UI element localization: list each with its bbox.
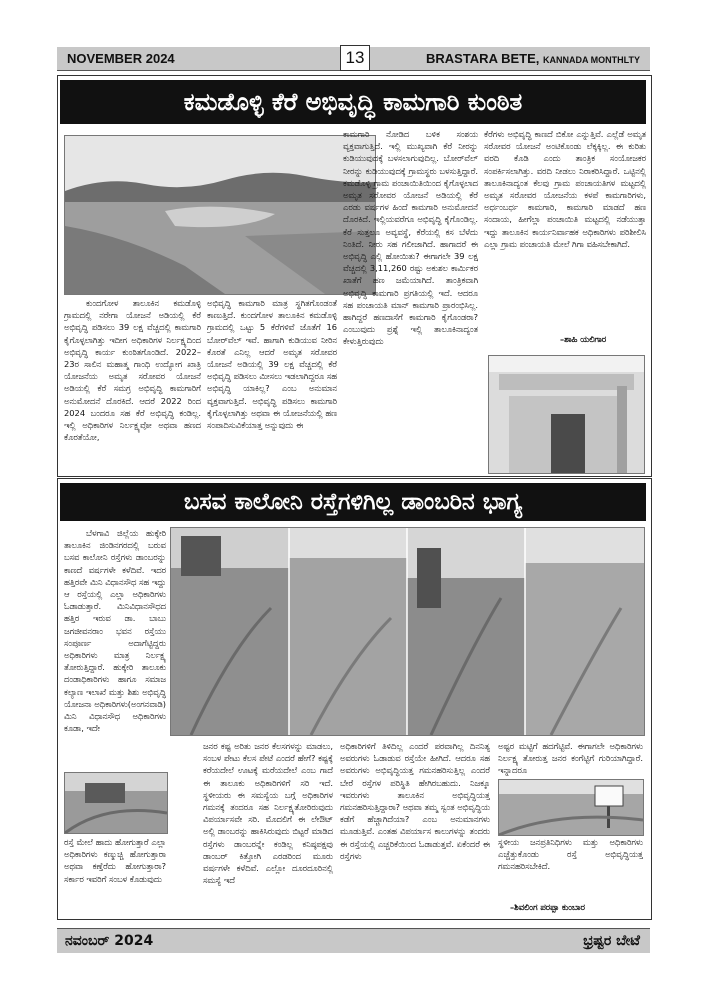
- lake-photo: [64, 135, 376, 295]
- road-sign-photo-image: [499, 780, 643, 835]
- article-kere-column-1: ಕುಂದಗೋಳ ತಾಲೂಕಿನ ಕಮಡೊಳ್ಳಿ ಗ್ರಾಮದಲ್ಲಿ ನರೇಗಾ ಯೋಜನೆ ಅಡಿಯಲ್ಲಿ ಕೆರೆ ಅಭಿವೃದ್ಧಿ ಪಡಿಸಲು 39 ಲಕ್ಷ ವೆಚ್ಚದಲ್ಲಿ ಕಾಮಗಾರಿ ಕೈಗೊಳ್ಳಲಾಗಿತ್ತು ಇದೀಗ ಅಧಿಕಾರಿಗಳ ನಿರ್ಲಕ್ಷ್ಯದಿಂದ ಅಭಿವೃದ್ಧಿ ಕಾರ್ಯ ಕುಂಠಿತಗೊಂಡಿದೆ. 2022–23ರ ಸಾಲಿನ ಮಹಾತ್ಮ ಗಾಂಧಿ ಉದ್ಯೋಗ ಖಾತ್ರಿ ಯೋಜನೆಯ ಅಮೃತ ಸರೋವರ ಯೋಜನೆ ಅಡಿಯಲ್ಲಿ ಕೆರೆ ಸಮಗ್ರ ಅಭಿವೃದ್ಧಿ ಕಾಮಗಾರಿಗೆ ಅನುಮೋದನೆ ದೊರಕಿದೆ. ಆದರೆ 2022 ರಿಂದ 2024 ಬಂದರೂ ಸಹ ಕೆರೆ ಅಭಿವೃದ್ಧಿ ಕಂಡಿಲ್ಲ. ಇಲ್ಲಿ ಅಧಿಕಾರಿಗಳ ನಿರ್ಲಕ್ಷ್ಯವೋ ಅಥವಾ ಹಣದ ಕೊರತೆಯೋ,: [64, 298, 201, 443]
- article-road-column-3: ಅಧಿಕಾರಿಗಳಿಗೆ ತಿಳಿದಿಲ್ಲ ಎಂದರೆ ಪರವಾಗಿಲ್ಲ ದಿನನಿತ್ಯ ಅವರುಗಳು ಓಡಾಡುವ ರಸ್ತೆಯೇ ಹೀಗಿದೆ. ಆದರೂ ಸಹ ಅವರುಗಳು ಅಭಿವೃದ್ಧಿಯತ್ತ ಗಮನಹರಿಸುತ್ತಿಲ್ಲ ಎಂದರೆ ಬೇರೆ ರಸ್ತೆಗಳ ಪರಿಸ್ಥಿತಿ ಹೇಗಿರಬಹುದು. ನಿಜಕ್ಕೂ ಇವರುಗಳು ತಾಲೂಕಿನ ಅಭಿವೃದ್ಧಿಯತ್ತ ಗಮನಹರಿಸುತ್ತಿದ್ದಾರಾ? ಅಥವಾ ತಮ್ಮ ಸ್ವಂತ ಅಭಿವೃದ್ಧಿಯ ಕಡೆಗೆ ಹೆಚ್ಚಾಗಿದೆಯಾ? ಎಂಬ ಅನುಮಾನಗಳು ಮೂಡುತ್ತಿವೆ. ಎಂತಹ ವಿಪರ್ಯಾಸ ಕಾಲುಗಳನ್ನು ತಂದರು ಈ ರಸ್ತೆಯಲ್ಲಿ ಎಚ್ಚರಿಕೆಯಿಂದ ಓಡಾಡುತ್ತವೆ. ಏಕೆಂದರೆ ಈ ರಸ್ತೆಗಳು: [340, 741, 490, 861]
- road-sign-photo: [498, 779, 644, 836]
- article-road-column-1: ಬೆಳಗಾವಿ ಜಿಲ್ಲೆಯ ಹುಕ್ಕೇರಿ ತಾಲೂಕಿನ ಜಿಂಡಿನಗರದಲ್ಲಿ ಬರುವ ಬಸವ ಕಾಲೋನಿ ರಸ್ತೆಗಳು ಡಾಂಬರನ್ನು ಕಾಣದೆ ವರ್ಷಗಳೇ ಕಳೆದಿವೆ. ಇದರ ಹತ್ತಿರವೇ ಮಿನಿ ವಿಧಾನಸೌಧ ಸಹ ಇದ್ದು ಆ ರಸ್ತೆಯಲ್ಲಿ ಎಲ್ಲಾ ಅಧಿಕಾರಿಗಳು ಓಡಾಡುತ್ತಾರೆ. ಮಿನಿವಿಧಾನಸೌಧದ ಹತ್ತಿರ ಇರುವ ಡಾ. ಬಾಬು ಜಗಜೀವನರಾಂ ಭವನ ರಸ್ತೆಯು ಸಂಪೂರ್ಣ ಅದಾಗೆಟ್ಟಿದ್ದರು ಅಧಿಕಾರಿಗಳು ಮಾತ್ರ ನಿರ್ಲಕ್ಷ್ಯ ತೋರುತ್ತಿದ್ದಾರೆ. ಹುಕ್ಕೇರಿ ತಾಲೂಕು ದಂಡಾಧಿಕಾರಿಗಳು ಹಾಗೂ ಸಮಾಜ ಕಲ್ಯಾಣ ಇಲಾಖೆ ಮತ್ತು ಶಿಶು ಅಭಿವೃದ್ಧಿ ಯೋಜನಾ ಅಧಿಕಾರಿಗಳು(ಅಂಗನವಾಡಿ) ಮಿನಿ ವಿಧಾನಸೌಧ ಅಧಿಕಾರಿಗಳು ಕೂಡಾ, ಇದೇ: [64, 528, 166, 734]
- article-road-column-2: ಜನರ ಕಷ್ಟ ಅರಿತು ಜನರ ಕೆಲಸಗಳನ್ನು ಮಾಡಲು, ಸಂಬಳ ಪೇಟು ಕೆಲಸ ಪೇಟೆ ಎಂದರೆ ಹೇಗೆ? ಕಷ್ಟಕ್ಕೆ ಕರೆಯದೇಲೆ ಊಟಕ್ಕೆ ಮರೆಯದೇಲೆ ಎಂಬ ಗಾದೆ ಈ ತಾಲೂಕು ಅಧಿಕಾರಿಗಳಿಗೆ ಸರಿ ಇದೆ. ಸ್ಥಳೀಯರು ಈ ಸಮಸ್ಯೆಯ ಬಗ್ಗೆ ಅಧಿಕಾರಿಗಳ ಗಮನಕ್ಕೆ ತಂದರೂ ಸಹ ನಿರ್ಲಕ್ಷ್ಯತೋರಿರುವುದು ವಿಪರ್ಯಾಸವೇ ಸರಿ. ಮೊದಲಿಗೆ ಈ ಲೇಔಟ್ ಅಲ್ಲಿ ಡಾಂಬರನ್ನು ಹಾಕಿಸಿರುವುದು ಬಿಟ್ಟರೆ ಮಾಡಿದ ರಸ್ತೆಗಳು ಡಾಂಬರನ್ನೇ ಕಂಡಿಲ್ಲ ಕನಿಷ್ಠಪಕ್ಷವು ಡಾಂಬರ್ ಕಿತ್ತೋಗಿ ಎರಡರಿಂದ ಮೂರು ವರ್ಷಗಳೇ ಕಳೆದಿವೆ. ಎಲ್ಲೋ ದೂರದೂರಿನಲ್ಲಿ ಸಮಸ್ಯೆ ಇದೆ: [203, 741, 333, 886]
- road-photo-image: [171, 528, 644, 735]
- panchayat-building-photo: [488, 355, 645, 474]
- lake-photo-image: [65, 136, 375, 294]
- road-photo-left: [64, 772, 168, 834]
- issue-date: NOVEMBER 2024: [67, 51, 175, 66]
- road-photo-strip: [170, 527, 645, 736]
- page-footer: [57, 928, 650, 953]
- footer-publication: ಭ್ರಷ್ಟರ ಬೇಟೆ: [583, 933, 640, 949]
- article-kere-headline: ಕಮಡೊಳ್ಳಿ ಕೆರೆ ಅಭಿವೃದ್ಧಿ ಕಾಮಗಾರಿ ಕುಂಠಿತ: [60, 80, 646, 124]
- brand-name: BRASTARA BETE,: [425, 51, 540, 66]
- page-number: 13: [340, 45, 370, 71]
- publication-name: [426, 51, 640, 66]
- article-kere-column-2: ಅಭಿವೃದ್ಧಿ ಕಾಮಗಾರಿ ಮಾತ್ರ ಸ್ಥಗಿತಗೊಂಡಂತೆ ಕಾಣುತ್ತಿದೆ. ಕುಂದಗೋಳ ತಾಲೂಕಿನ ಕಮಡೊಳ್ಳಿ ಗ್ರಾಮದಲ್ಲಿ ಒಟ್ಟು 5 ಕೆರೆಗಳಿವೆ ಜೊತೆಗೆ 16 ಬೋರ್‌ವೆಲ್ ಇವೆ. ಹಾಗಾಗಿ ಕುಡಿಯುವ ನೀರಿನ ಕೊರತೆ ಎನಿಲ್ಲ ಆದರೆ ಅಮೃತ ಸರೋವರ ಯೋಜನೆ ಅಡಿಯಲ್ಲಿ 39 ಲಕ್ಷ ವೆಚ್ಚದಲ್ಲಿ ಕೆರೆ ಅಭಿವೃದ್ಧಿ ಪಡಿಸಲು ಮೀಸಲು ಇಡಲಾಗಿದ್ದರೂ ಸಹ ಅಭಿವೃದ್ಧಿ ಯಾಕಿಲ್ಲ? ಎಂಬ ಅನುಮಾನ ವ್ಯಕ್ತವಾಗುತ್ತಿದೆ. ಅಭಿವೃದ್ಧಿ ಪಡಿಸಲು ಕಾಮಗಾರಿ ಕೈಗೊಳ್ಳಲಾಗಿತ್ತು ಅಥವಾ ಈ ಯೋಜನೆಯಲ್ಲಿ ಹಣ ಸಂಪಾದಿಸುವಿಕೆಯಾತ್ತ ಅನ್ನುವುದು ಈ: [207, 298, 337, 431]
- footer-date: ನವಂಬರ್ 2024: [65, 933, 154, 949]
- article-road-column-1-end: ರಸ್ತೆ ಮೇಲೆ ಹಾದು ಹೋಗುತ್ತಾರೆ ಎಲ್ಲಾ ಅಧಿಕಾರಿಗಳು ಕಣ್ಮುಚ್ಚಿ ಹೋಗುತ್ತಾರಾ ಅಥವಾ ಕಣ್ತೆರೆದು ಹೋಗುತ್ತಾರಾ? ಸರ್ಕಾರ ಇವರಿಗೆ ಸಂಬಳ ಕೊಡುವುದು: [64, 837, 166, 884]
- article-kere-byline: –ಶಾಹಿ ಯಲಿಗಾರ: [560, 334, 607, 344]
- article-kere-column-4: ಕೆರೆಗಳು ಅಭಿವೃದ್ಧಿ ಕಾಣದೆ ಬಿಕೋ ಎನ್ನುತ್ತಿವೆ. ಎಲ್ಲೆಡೆ ಅಮೃತ ಸರೋವರ ಯೋಜನೆ ಅಂಟಿಕೊಂಡು ಲೆಕ್ಕಕ್ಕಿಲ್ಲ. ಈ ಕುರಿತು ವರದಿ ಕೊಡಿ ಎಂದು ತಾಂತ್ರಿಕ ಸಂಯೋಜಕರ ಸಂಪರ್ಕಿಸಲಾಗಿತ್ತು. ವರದಿ ನೀಡಲು ನಿರಾಕರಿಸಿದ್ದಾರೆ. ಒಟ್ಟಿನಲ್ಲಿ ತಾಲೂಕಿನಾದ್ಯಂತ ಕೆಲವು ಗ್ರಾಮ ಪಂಚಾಯತಿಗಳ ಮಟ್ಟದಲ್ಲಿ ಅಮೃತ ಸರೋವರ ಯೋಜನೆಯ ಕಳಪೆ ಕಾಮಗಾರಿಗಳು, ಅರ್ಧಂಬರ್ಧ ಕಾಮಗಾರಿ, ಕಾಮಗಾರಿ ಮಾಡದೆ ಹಣ ಸಂದಾಯ, ಹೀಗೆಲ್ಲಾ ಪಂಚಾಯಿತಿ ಮಟ್ಟದಲ್ಲಿ ನಡೆಯುತ್ತಾ ಇದ್ದು ತಾಲೂಕಿನ ಕಾರ್ಯನಿರ್ವಾಹಕ ಅಧಿಕಾರಿಗಳು ಪರಿಶೀಲಿಸಿ ಎಲ್ಲಾ ಗ್ರಾಮ ಪಂಚಾಯತಿ ಮೇಲೆ ಗಿಗಾ ವಹಿಸಬೇಕಾಗಿದೆ.: [484, 129, 646, 249]
- article-road-column-4-end: ಸ್ಥಳೀಯ ಜನಪ್ರತಿನಿಧಿಗಳು ಮತ್ತು ಅಧಿಕಾರಿಗಳು ಎಚ್ಚೆತ್ತುಕೊಂಡು ರಸ್ತೆ ಅಭಿವೃದ್ಧಿಯತ್ತ ಗಮನಹರಿಸಬೇಕಿದೆ.: [498, 837, 643, 872]
- building-photo-image: [489, 356, 644, 473]
- page-header: [57, 47, 650, 71]
- article-road-headline: ಬಸವ ಕಾಲೋನಿ ರಸ್ತೆಗಳಿಗಿಲ್ಲ ಡಾಂಬರಿನ ಭಾಗ್ಯ: [60, 483, 646, 521]
- article-road-column-4: ಅಷ್ಟರ ಮಟ್ಟಿಗೆ ಹದಗೆಟ್ಟಿವೆ. ಈಗಾಗಲೇ ಅಧಿಕಾರಿಗಳು ನಿರ್ಲಕ್ಷ್ಯ ತೋರುತ್ತ ಜನರ ಕಂಗೆಟ್ಟಿಗೆ ಗುರಿಯಾಗಿದ್ದಾರೆ. ಇನ್ನಾದರೂ: [498, 741, 643, 776]
- road-photo-left-image: [65, 773, 167, 833]
- brand-subtitle: KANNADA MONTHLTY: [543, 55, 640, 65]
- article-kere-column-3: ಕಾಮಗಾರಿ ನೋಡಿದ ಬಳಿಕ ಸಂಶಯ ವ್ಯಕ್ತವಾಗುತ್ತಿದೆ. ಇಲ್ಲಿ ಮುಖ್ಯವಾಗಿ ಕೆರೆ ನೀರನ್ನು ಕುಡಿಯುವುದಕ್ಕೆ ಬಳಸಲಾಗುವುದಿಲ್ಲ. ಬೋರ್‌ವೆಲ್ ನೀರನ್ನು ಕುಡಿಯುವುದಕ್ಕೆ ಗ್ರಾಮಸ್ಥರು ಬಳಸುತ್ತಿದ್ದಾರೆ. ಕಮಡೊಳ್ಳಿ ಗ್ರಾಮ ಪಂಚಾಯಿತಿಯಿಂದ ಕೈಗೊಳ್ಳಲಾದ ಅಮೃತ ಸರೋವರ ಯೋಜನೆ ಅಡಿಯಲ್ಲಿ ಕೆರೆ ಎರಡು ವರ್ಷಗಳ ಹಿಂದೆ ಕಾಮಗಾರಿ ಅನುಮೋದನೆ ದೊರಕಿದೆ. ಇಲ್ಲಿಯವರೆಗೂ ಅಭಿವೃದ್ಧಿ ಕೈಗೊಂಡಿಲ್ಲ. ಕೆರೆ ಸುತ್ತಲೂ ಅವ್ಯವಸ್ಥೆ, ಕೆರೆಯಲ್ಲಿ ಕಸ ಬೆಳೆದು ನಿಂತಿದೆ. ನೀರು ಸಹ ಗಲೀಜಾಗಿದೆ. ಹಾಗಾದರೆ ಈ ಅಭಿವೃದ್ಧಿ ಎಲ್ಲಿ ಹೋಯಿತು? ಈಗಾಗಲೇ 39 ಲಕ್ಷ ವೆಚ್ಚದಲ್ಲಿ 3,11,260 ರಷ್ಟು ಅಕುಶಲ ಕಾರ್ಮಿಕರ ಖಾತೆಗೆ ಹಣ ಜಮೆಯಾಗಿದೆ. ತಾಂತ್ರಿಕವಾಗಿ ಅಭಿವೃದ್ಧಿ ಕಾಮಗಾರಿ ಪ್ರಗತಿಯಲ್ಲಿ ಇದೆ. ಆದರೂ ಸಹ ಪಂಚಾಯತಿ ಮಾನ್ ಕಾಮಗಾರಿ ಪ್ರಾರಂಭಿಸಿಲ್ಲ. ಹಾಗಿದ್ದರೆ ಹಣದಾಸೆಗೆ ಕಾಮಗಾರಿ ಕೈಗೊಂಡರಾ? ಎಂಬುವುದು ಪ್ರಶ್ನೆ ಇಲ್ಲಿ ತಾಲೂಕಿನಾದ್ಯಂತ ಕೇಳುತ್ತಿರುವುದು: [343, 129, 478, 347]
- article-road-byline: –ಶಿವಲಿಂಗ ಪರಪ್ಪಾ ಕುಂಬಾರ: [510, 902, 585, 912]
